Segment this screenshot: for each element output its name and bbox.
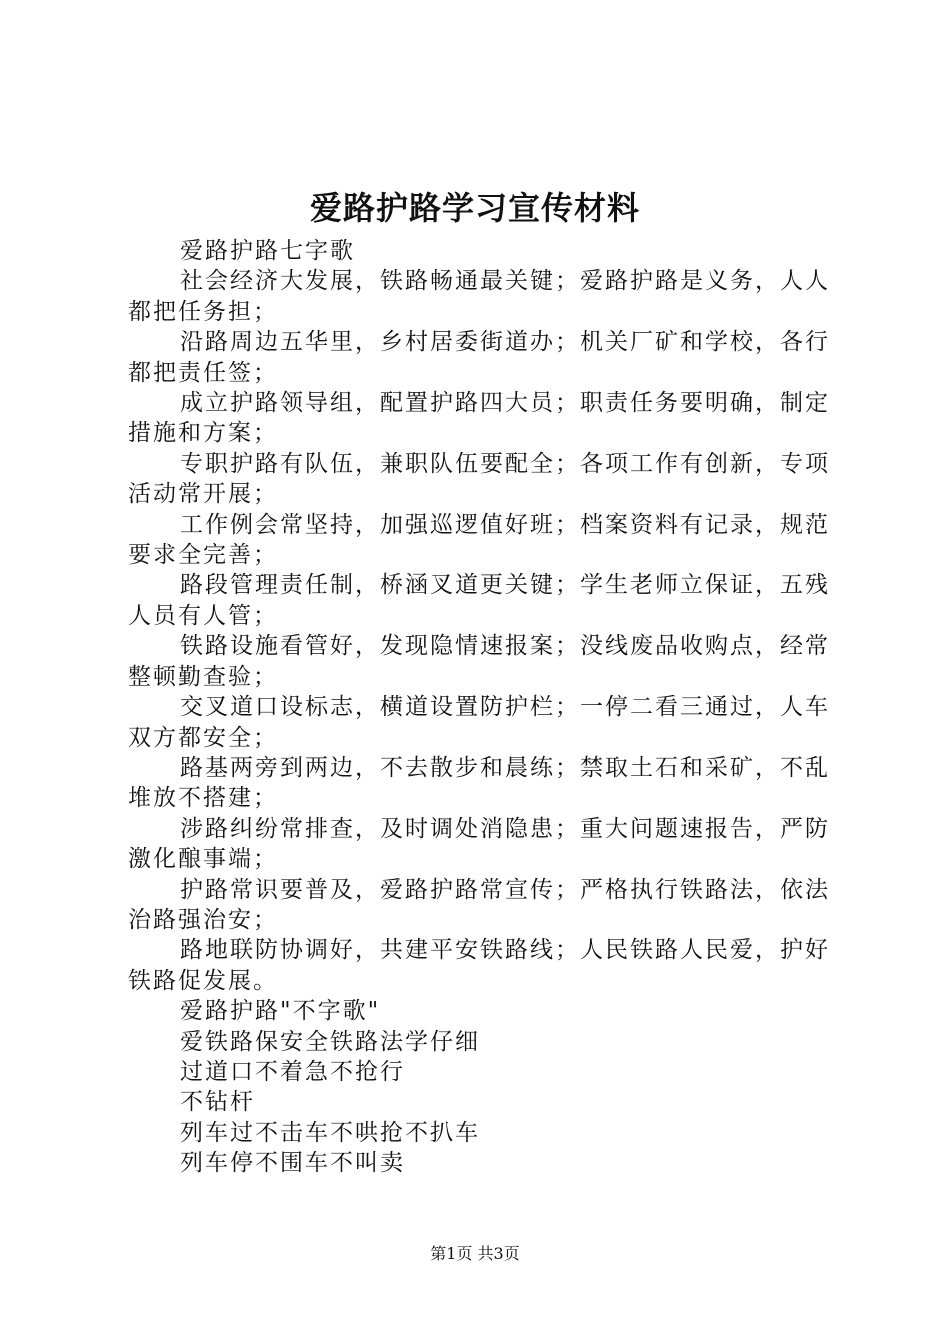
paragraph: 社会经济大发展，铁路畅通最关键；爱路护路是义务，人人都把任务担； <box>128 268 830 325</box>
paragraph: 不钻杆 <box>180 1089 255 1116</box>
paragraph: 列车停不围车不叫卖 <box>180 1150 405 1177</box>
paragraph: 铁路设施看管好，发现隐情速报案；没线废品收购点，经常整顿勤查验； <box>128 633 830 690</box>
paragraph: 爱路护路"不字歌" <box>180 998 381 1025</box>
paragraph: 路段管理责任制，桥涵叉道更关键；学生老师立保证，五残人员有人管； <box>128 572 830 629</box>
paragraph: 爱铁路保安全铁路法学仔细 <box>180 1028 480 1055</box>
paragraph: 爱路护路七字歌 <box>180 238 355 264</box>
paragraph: 护路常识要普及，爱路护路常宣传；严格执行铁路法，依法治路强治安； <box>128 876 830 933</box>
paragraph: 沿路周边五华里，乡村居委街道办；机关厂矿和学校，各行都把责任签； <box>128 329 830 386</box>
paragraph: 涉路纠纷常排查，及时调处消隐患；重大问题速报告，严防激化酿事端； <box>128 815 830 873</box>
paragraph: 成立护路领导组，配置护路四大员；职责任务要明确，制定措施和方案； <box>128 390 830 447</box>
paragraph: 路基两旁到两边，不去散步和晨练；禁取土石和采矿，不乱堆放不搭建； <box>128 754 830 812</box>
paragraph: 交叉道口设标志，横道设置防护栏；一停二看三通过，人车双方都安全； <box>128 694 830 751</box>
document-title: 爱路护路学习宣传材料 <box>309 189 640 227</box>
document-body <box>128 236 830 1179</box>
paragraph: 路地联防协调好，共建平安铁路线；人民铁路人民爱，护好铁路促发展。 <box>128 937 830 994</box>
paragraph: 专职护路有队伍，兼职队伍要配全；各项工作有创新，专项活动常开展； <box>128 450 830 508</box>
paragraph: 列车过不击车不哄抢不扒车 <box>180 1119 480 1146</box>
page-footer: 第1页 共3页 <box>430 1244 520 1263</box>
paragraph: 工作例会常坚持，加强巡逻值好班；档案资料有记录，规范要求全完善； <box>128 511 830 569</box>
paragraph: 过道口不着急不抢行 <box>180 1058 405 1085</box>
